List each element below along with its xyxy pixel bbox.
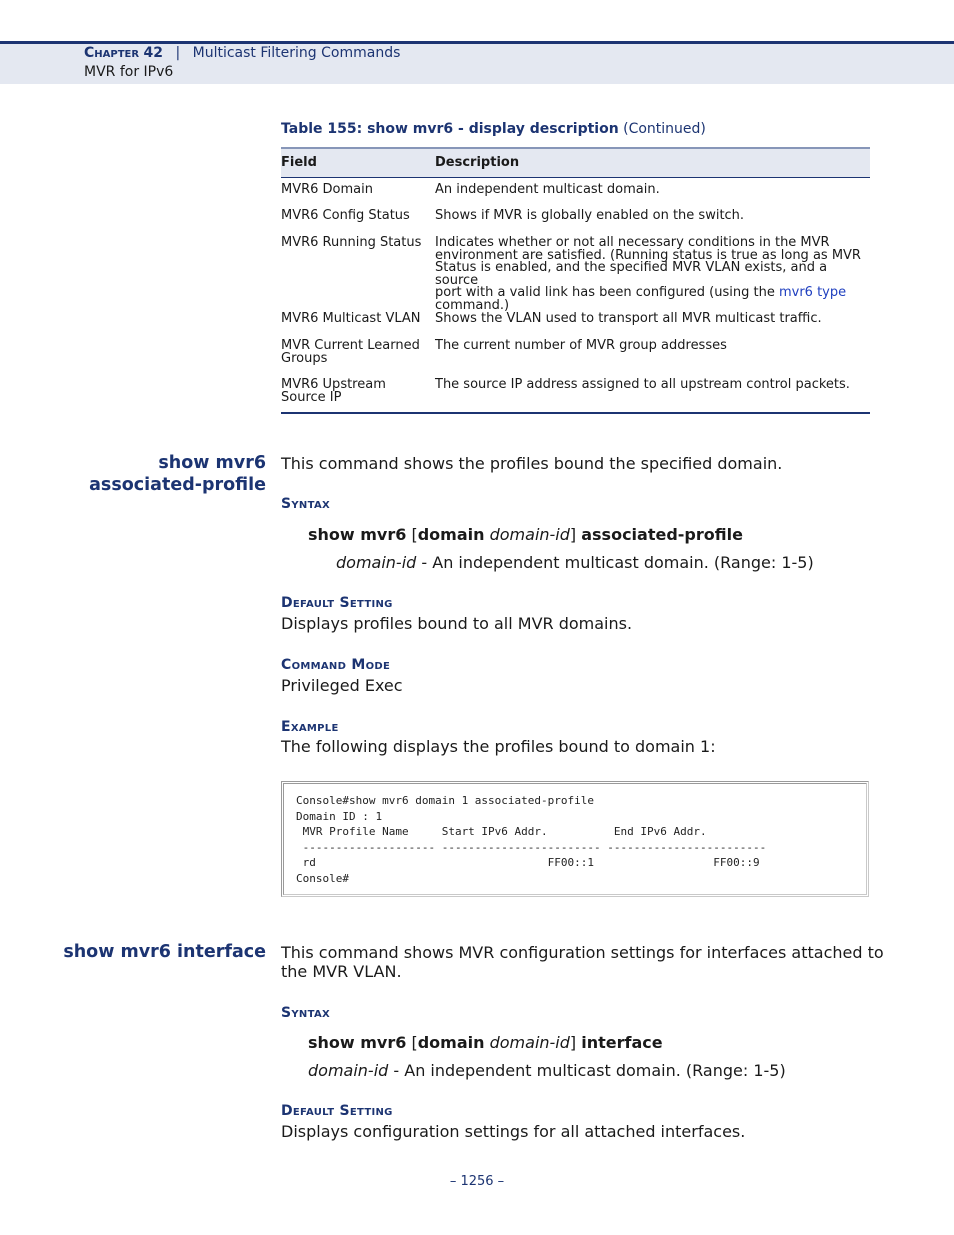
field-cell: MVR6 Multicast VLAN (281, 311, 421, 326)
code-line: Domain ID : 1 (296, 809, 383, 823)
description-line: Indicates whether or not all necessary conditions in the MVR (435, 235, 830, 250)
syntax-bracket: [ (406, 525, 418, 544)
column-header-description: Description (435, 155, 520, 170)
code-example-box (281, 781, 869, 897)
field-line: MVR6 Upstream (281, 377, 386, 392)
table-row (281, 210, 870, 237)
field-cell (281, 379, 426, 404)
description-cell: Shows if MVR is globally enabled on the switch. (435, 208, 745, 223)
description-line: environment are satisfied. (Running status is true as long as MVR (435, 247, 861, 263)
chapter-heading (84, 45, 400, 61)
parameter-text: - An independent multicast domain. (Range: 1-5) (388, 1061, 786, 1080)
table-caption (281, 121, 706, 137)
description-cell (435, 237, 867, 312)
syntax-keyword: domain (417, 1033, 485, 1052)
syntax-heading: Syntax (281, 1005, 330, 1021)
syntax-bracket: ] (569, 525, 582, 544)
default-setting-heading: Default Setting (281, 595, 393, 611)
description-cell: The current number of MVR group addresses (435, 338, 727, 353)
section-intro (281, 943, 884, 981)
parameter-text: - An independent multicast domain. (Range: 1-5) (416, 553, 814, 572)
chapter-title: Multicast Filtering Commands (192, 45, 401, 61)
description-text: port with a valid link has been configured (using the (435, 285, 779, 300)
syntax-argument: domain-id (489, 525, 570, 544)
table-header (281, 149, 870, 178)
description-line: Status is enabled, and the specified MVR VLAN exists, and a source (435, 260, 828, 288)
code-line: -------------------- ------------------------ ------------------------ (296, 840, 767, 854)
table-caption-title: Table 155: show mvr6 - display description (281, 121, 619, 137)
section-title-line: show mvr6 (158, 453, 266, 473)
intro-line: This command shows MVR configuration settings for interfaces attached to (281, 943, 884, 962)
table-row (281, 237, 870, 313)
mvr6-type-link[interactable]: mvr6 type (778, 285, 847, 300)
syntax-bracket: [ (406, 1033, 418, 1052)
parameter-name: domain-id (336, 553, 417, 572)
code-example (296, 793, 766, 887)
parameter-description (336, 553, 814, 572)
table-row (281, 340, 870, 379)
field-line: MVR Current Learned (281, 338, 420, 353)
intro-line: the MVR VLAN. (281, 962, 402, 981)
field-line: Groups (281, 350, 328, 366)
section-name: MVR for IPv6 (84, 64, 174, 80)
default-setting-text: Displays profiles bound to all MVR domains. (281, 614, 633, 633)
field-cell: MVR6 Running Status (281, 235, 422, 250)
description-cell: An independent multicast domain. (435, 182, 660, 197)
parameter-description (308, 1061, 786, 1080)
table-caption-continued: (Continued) (623, 121, 706, 137)
syntax-heading: Syntax (281, 496, 330, 512)
chapter-number: 42 (143, 45, 164, 61)
syntax-argument: domain-id (489, 1033, 570, 1052)
section-intro: This command shows the profiles bound the specified domain. (281, 454, 783, 473)
section-title-interface: show mvr6 interface (63, 942, 266, 962)
field-cell (281, 340, 426, 365)
syntax-keyword: associated-profile (581, 525, 743, 544)
field-line: Source IP (281, 389, 342, 405)
table-row (281, 313, 870, 340)
description-cell: Shows the VLAN used to transport all MVR multicast traffic. (435, 311, 822, 326)
command-mode-heading: Command Mode (281, 657, 391, 673)
table-row (281, 184, 870, 210)
command-mode-text: Privileged Exec (281, 676, 403, 695)
code-line: Console# (296, 871, 349, 885)
syntax-keyword: domain (417, 525, 485, 544)
field-cell: MVR6 Config Status (281, 208, 410, 223)
code-line: Console#show mvr6 domain 1 associated-profile (296, 794, 595, 807)
description-line: command.) (435, 297, 510, 313)
syntax-keyword: interface (581, 1033, 663, 1052)
code-line: MVR Profile Name Start IPv6 Addr. End IPv6 Addr. (296, 825, 707, 839)
syntax-line (308, 1033, 663, 1052)
field-cell: MVR6 Domain (281, 182, 373, 197)
page-number: – 1256 – (449, 1174, 505, 1189)
syntax-bracket: ] (569, 1033, 582, 1052)
default-setting-text: Displays configuration settings for all attached interfaces. (281, 1122, 746, 1141)
description-cell: The source IP address assigned to all upstream control packets. (435, 377, 850, 392)
code-line: rd FF00::1 FF00::9 (296, 856, 760, 870)
example-text: The following displays the profiles bound to domain 1: (281, 737, 716, 756)
section-title-associated-profile (89, 452, 266, 496)
default-setting-heading: Default Setting (281, 1103, 393, 1119)
syntax-command: show mvr6 (308, 1033, 407, 1052)
header-separator: | (175, 45, 181, 61)
column-header-field: Field (281, 155, 317, 170)
section-title-line: associated-profile (89, 475, 266, 495)
description-table (281, 147, 870, 414)
syntax-line (308, 525, 743, 544)
syntax-command: show mvr6 (308, 525, 407, 544)
chapter-word: Chapter (84, 45, 140, 61)
parameter-name: domain-id (308, 1061, 389, 1080)
table-row (281, 379, 870, 412)
example-heading: Example (281, 719, 339, 735)
